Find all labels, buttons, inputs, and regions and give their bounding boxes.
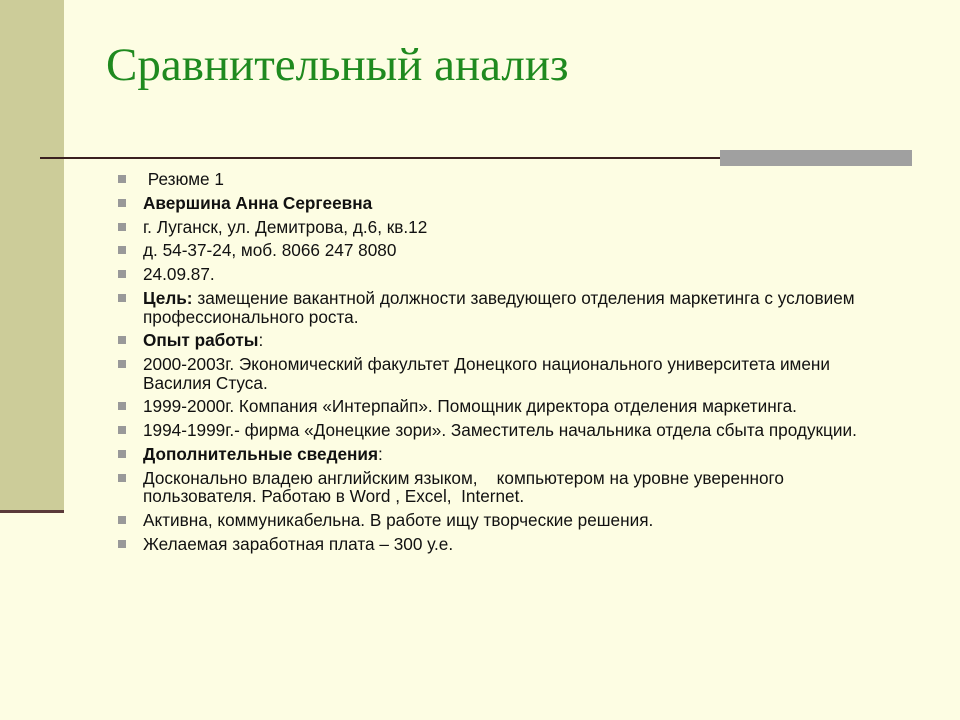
side-decor-band [0, 0, 64, 512]
list-item-experience-heading: Опыт работы: [118, 331, 898, 350]
list-item-experience-3: 1994-1999г.- фирма «Донецкие зори». Заместитель начальника отдела сбыта продукции. [118, 421, 898, 440]
square-bullet-icon [118, 450, 126, 458]
square-bullet-icon [118, 270, 126, 278]
list-item-birthdate: 24.09.87. [118, 265, 898, 284]
list-item-name: Авершина Анна Сергеевна [118, 194, 898, 213]
resume-list [118, 170, 898, 559]
list-item-salary: Желаемая заработная плата – 300 у.е. [118, 535, 898, 554]
square-bullet-icon [118, 540, 126, 548]
list-item-skills: Досконально владею английским языком, компьютером на уровне уверенного пользователя. Работаю в Word , Excel, Internet. [118, 469, 898, 506]
square-bullet-icon [118, 175, 126, 183]
square-bullet-icon [118, 223, 126, 231]
slide-title: Сравнительный анализ [106, 39, 569, 91]
square-bullet-icon [118, 474, 126, 482]
list-item-experience-2: 1999-2000г. Компания «Интерпайп». Помощник директора отделения маркетинга. [118, 397, 898, 416]
square-bullet-icon [118, 336, 126, 344]
side-decor-edge [0, 510, 64, 513]
list-item-phones: д. 54-37-24, моб. 8066 247 8080 [118, 241, 898, 260]
divider-accent [720, 150, 912, 166]
list-item-address: г. Луганск, ул. Демитрова, д.6, кв.12 [118, 218, 898, 237]
square-bullet-icon [118, 360, 126, 368]
list-item-personal-qualities: Активна, коммуникабельна. В работе ищу творческие решения. [118, 511, 898, 530]
list-item-experience-1: 2000-2003г. Экономический факультет Донецкого национального университета имени Василия Стуса. [118, 355, 898, 392]
square-bullet-icon [118, 402, 126, 410]
square-bullet-icon [118, 199, 126, 207]
list-item-resume-number: Резюме 1 [118, 170, 898, 189]
list-item-goal: Цель: замещение вакантной должности заведующего отделения маркетинга с условием профессионального роста. [118, 289, 898, 326]
square-bullet-icon [118, 294, 126, 302]
square-bullet-icon [118, 516, 126, 524]
square-bullet-icon [118, 246, 126, 254]
list-item-additional-heading: Дополнительные сведения: [118, 445, 898, 464]
square-bullet-icon [118, 426, 126, 434]
